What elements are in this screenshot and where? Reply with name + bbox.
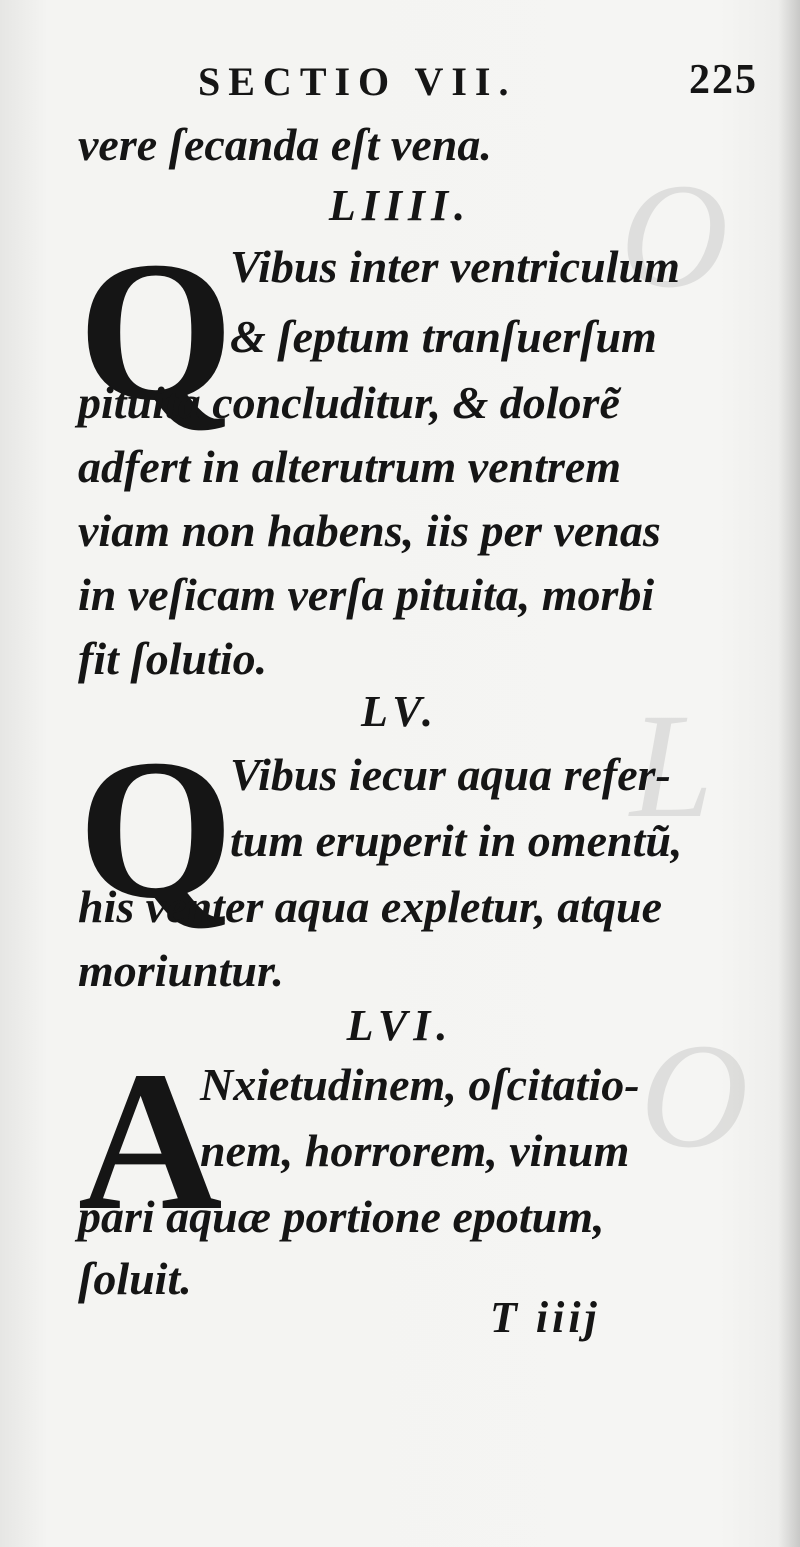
text-line: his venter aqua expletur, atque xyxy=(78,881,662,932)
running-head: SECTIO VII. xyxy=(198,59,517,104)
text-line: tum eruperit in omentũ, xyxy=(230,815,683,866)
text-line: Vibus iecur aqua refer- xyxy=(230,749,671,800)
text-line: & ſeptum tranſuerſum xyxy=(230,311,657,362)
aphorism-number: LIIII. xyxy=(328,181,472,230)
signature-mark: T iiij xyxy=(490,1293,601,1342)
text-line: pari aquæ portione epotum, xyxy=(78,1191,605,1242)
carryover-line: vere ſecanda eſt vena. xyxy=(78,119,492,170)
show-through-shadow: O xyxy=(640,1013,749,1179)
show-through-shadow: O xyxy=(620,153,729,319)
drop-cap: Q xyxy=(78,719,234,940)
text-line: Nxietudinem, oſcitatio- xyxy=(200,1059,640,1110)
page-header xyxy=(198,58,758,118)
aphorism-number: LV. xyxy=(361,687,439,736)
page-edge-shadow xyxy=(778,0,800,1547)
text-line: pituita concluditur, & dolorẽ xyxy=(78,377,620,428)
aphorism-number: LVI. xyxy=(346,1001,454,1050)
text-line: adfert in alterutrum ventrem xyxy=(78,441,622,492)
text-line: in veſicam verſa pituita, morbi xyxy=(78,569,655,620)
text-line: viam non habens, iis per venas xyxy=(78,505,661,556)
text-line: moriuntur. xyxy=(78,945,284,996)
page-number: 225 xyxy=(689,57,758,103)
text-line: ſoluit. xyxy=(78,1253,192,1304)
show-through-shadow: L xyxy=(630,683,714,849)
text-line: nem, horrorem, vinum xyxy=(200,1125,630,1176)
text-line: Vibus inter ventriculum xyxy=(230,241,680,292)
drop-cap: A xyxy=(78,1031,223,1252)
drop-cap: Q xyxy=(78,221,234,442)
text-line: fit ſolutio. xyxy=(78,633,268,684)
